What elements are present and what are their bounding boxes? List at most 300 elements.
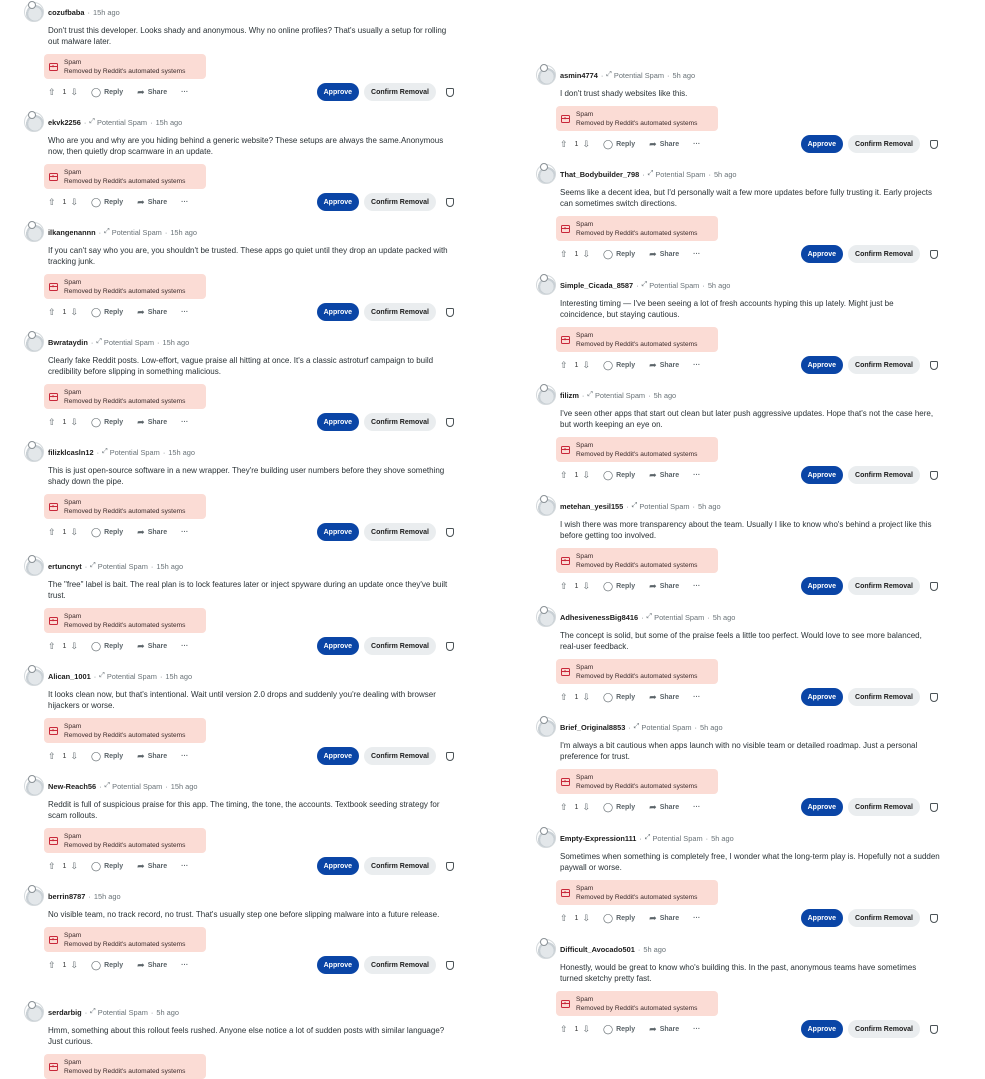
reply-label: Reply (616, 914, 636, 922)
username-link[interactable]: Simple_Cicada_8587 (560, 280, 634, 290)
approve-button[interactable]: Approve (801, 245, 843, 263)
user-avatar-icon[interactable] (536, 607, 556, 627)
confirm-removal-button[interactable]: Confirm Removal (364, 523, 436, 541)
comment-body: Don't trust this developer. Looks shady and anonymous. Why no online profiles? That's usually a setup for rolling out malware later. (48, 26, 447, 46)
share-label: Share (659, 140, 680, 148)
more-button[interactable]: ··· (693, 140, 701, 148)
reply-button[interactable] (603, 139, 635, 150)
reply-button[interactable] (603, 360, 635, 371)
comment (536, 715, 940, 818)
more-button[interactable]: ··· (693, 250, 701, 258)
approve-button[interactable]: Approve (317, 956, 359, 974)
mod-shield-icon[interactable] (446, 752, 454, 761)
removed-icon (561, 889, 570, 897)
share-button[interactable] (649, 581, 679, 592)
mod-shield-icon[interactable] (446, 961, 454, 970)
downvote-icon[interactable]: ⇩ (70, 750, 78, 761)
upvote-icon[interactable]: ⇧ (560, 801, 568, 812)
confirm-removal-button[interactable]: Confirm Removal (848, 466, 920, 484)
removal-notice (44, 164, 206, 189)
reply-button[interactable] (603, 470, 635, 481)
mod-shield-icon[interactable] (930, 140, 938, 149)
user-avatar-icon[interactable] (536, 939, 556, 959)
comment-actions (560, 796, 940, 818)
reply-button[interactable] (603, 692, 635, 703)
share-button[interactable] (137, 641, 167, 652)
username-link[interactable]: asmin4774 (560, 70, 598, 80)
user-avatar-icon[interactable] (536, 828, 556, 848)
confirm-removal-button[interactable]: Confirm Removal (364, 83, 436, 101)
upvote-icon[interactable]: ⇧ (560, 469, 568, 480)
removal-title: Spam (576, 110, 594, 118)
approve-button[interactable]: Approve (317, 857, 359, 875)
mod-shield-icon[interactable] (930, 471, 938, 480)
confirm-removal-button[interactable]: Confirm Removal (364, 857, 436, 875)
reply-icon: ◯ (91, 526, 102, 537)
downvote-icon[interactable]: ⇩ (70, 306, 78, 317)
timestamp[interactable]: 5h ago (707, 280, 731, 290)
downvote-icon[interactable]: ⇩ (582, 359, 590, 370)
user-avatar-icon[interactable] (24, 666, 44, 686)
approve-button[interactable]: Approve (317, 193, 359, 211)
timestamp[interactable]: 15h ago (93, 7, 120, 17)
timestamp[interactable]: 15h ago (156, 561, 184, 571)
username-link[interactable]: New-Reach56 (48, 781, 97, 791)
timestamp[interactable]: 5h ago (700, 722, 723, 732)
share-button[interactable] (649, 470, 679, 481)
approve-button[interactable]: Approve (801, 1020, 843, 1038)
approve-button[interactable]: Approve (801, 909, 843, 927)
username-link[interactable]: berrin8787 (48, 891, 86, 901)
separator: · (648, 390, 651, 400)
timestamp[interactable]: 5h ago (156, 1007, 179, 1017)
timestamp[interactable]: 5h ago (697, 501, 721, 511)
upvote-icon[interactable]: ⇧ (48, 640, 56, 651)
timestamp[interactable]: 5h ago (653, 390, 677, 400)
removal-reason: Removed by Reddit's automated systems (64, 1067, 186, 1075)
share-button[interactable] (137, 527, 167, 538)
vote-count: 1 (574, 140, 579, 148)
comment-header (24, 0, 456, 24)
approve-button[interactable]: Approve (317, 413, 359, 431)
upvote-icon[interactable]: ⇧ (560, 912, 568, 923)
username-link[interactable]: cozufbaba (48, 7, 85, 17)
confirm-removal-button[interactable]: Confirm Removal (848, 356, 920, 374)
downvote-icon[interactable]: ⇩ (582, 138, 590, 149)
upvote-icon[interactable]: ⇧ (560, 359, 568, 370)
username-link[interactable]: Difficult_Avocado501 (560, 944, 635, 954)
confirm-removal-button[interactable]: Confirm Removal (364, 303, 436, 321)
reply-label: Reply (616, 582, 636, 590)
removal-notice (556, 769, 718, 794)
comment-header (536, 826, 940, 850)
separator: · (87, 7, 91, 17)
share-icon: ➦ (137, 196, 145, 207)
mod-shield-icon[interactable] (446, 88, 454, 97)
removal-reason: Removed by Reddit's automated systems (64, 397, 186, 405)
removed-icon (561, 446, 570, 454)
removed-icon (561, 225, 570, 233)
upvote-icon[interactable]: ⇧ (560, 691, 568, 702)
share-button[interactable] (137, 960, 167, 971)
removal-reason: Removed by Reddit's automated systems (64, 621, 186, 629)
upvote-icon[interactable]: ⇧ (560, 1023, 568, 1034)
potential-spam-label: Potential Spam (109, 447, 160, 457)
share-label: Share (147, 418, 168, 426)
comment-body: Seems like a decent idea, but I'd personally wait a few more updates before fully trusting it. Early projects can sometimes switch directions. (560, 188, 932, 208)
removal-reason: Removed by Reddit's automated systems (64, 940, 186, 948)
comment-actions (48, 411, 456, 433)
removal-reason: Removed by Reddit's automated systems (576, 893, 698, 901)
separator: · (150, 1007, 154, 1017)
separator: · (642, 169, 645, 179)
mod-shield-icon[interactable] (446, 528, 454, 537)
username-link[interactable]: Brief_Original8853 (560, 722, 626, 732)
removal-title: Spam (64, 612, 82, 620)
downvote-icon[interactable]: ⇩ (582, 691, 590, 702)
user-avatar-icon[interactable] (536, 496, 556, 516)
more-button[interactable]: ··· (693, 803, 701, 811)
more-button[interactable]: ··· (181, 88, 189, 96)
removed-icon (49, 393, 58, 401)
mod-shield-icon[interactable] (930, 250, 938, 259)
comment-actions (560, 464, 940, 486)
reply-icon: ◯ (91, 196, 102, 207)
share-icon: ➦ (137, 416, 145, 427)
more-button[interactable]: ··· (181, 418, 189, 426)
removal-title: Spam (576, 441, 594, 449)
upvote-icon[interactable]: ⇧ (48, 526, 56, 537)
removed-icon (561, 778, 570, 786)
user-avatar-icon[interactable] (536, 164, 556, 184)
mod-shield-icon[interactable] (446, 418, 454, 427)
confirm-removal-button[interactable]: Confirm Removal (848, 135, 920, 153)
separator: · (84, 1007, 88, 1017)
upvote-icon[interactable]: ⇧ (560, 138, 568, 149)
confirm-removal-button[interactable]: Confirm Removal (364, 956, 436, 974)
separator: · (88, 891, 91, 901)
comment-actions (48, 855, 456, 877)
confirm-removal-button[interactable]: Confirm Removal (848, 245, 920, 263)
reply-icon: ◯ (603, 1023, 614, 1034)
more-button[interactable]: ··· (181, 862, 189, 870)
confirm-removal-button[interactable]: Confirm Removal (848, 909, 920, 927)
mod-shield-icon[interactable] (930, 582, 938, 591)
share-button[interactable] (649, 1024, 679, 1035)
potential-spam-icon: ⤢ (102, 448, 108, 455)
username-link[interactable]: filizm (560, 390, 579, 400)
more-button[interactable]: ··· (693, 582, 701, 590)
downvote-icon[interactable]: ⇩ (582, 248, 590, 259)
confirm-removal-button[interactable]: Confirm Removal (364, 413, 436, 431)
timestamp[interactable]: 15h ago (165, 671, 193, 681)
downvote-icon[interactable]: ⇩ (582, 801, 590, 812)
user-avatar-icon[interactable] (24, 556, 44, 576)
mod-shield-icon[interactable] (930, 803, 938, 812)
more-button[interactable]: ··· (181, 528, 189, 536)
potential-spam-icon: ⤢ (96, 338, 102, 345)
user-avatar-icon[interactable] (24, 1002, 44, 1022)
removal-title: Spam (64, 498, 82, 506)
user-avatar-icon[interactable] (536, 275, 556, 295)
username-link[interactable]: That_Bodybuilder_798 (560, 169, 640, 179)
timestamp[interactable]: 15h ago (162, 337, 190, 347)
reply-label: Reply (104, 198, 124, 206)
separator: · (641, 612, 644, 622)
share-button[interactable] (649, 692, 679, 703)
timestamp[interactable]: 5h ago (712, 612, 736, 622)
mod-shield-icon[interactable] (446, 308, 454, 317)
more-button[interactable]: ··· (181, 198, 189, 206)
username-link[interactable]: Empty-Expression111 (560, 833, 637, 843)
reply-button[interactable] (91, 417, 123, 428)
downvote-icon[interactable]: ⇩ (70, 860, 78, 871)
confirm-removal-button[interactable]: Confirm Removal (364, 193, 436, 211)
username-link[interactable]: Alican_1001 (48, 671, 91, 681)
username-link[interactable]: ilkangenannn (48, 227, 96, 237)
share-button[interactable] (649, 139, 679, 150)
more-button[interactable]: ··· (693, 693, 701, 701)
vote-count: 1 (62, 528, 67, 536)
approve-button[interactable]: Approve (317, 83, 359, 101)
mod-shield-icon[interactable] (446, 198, 454, 207)
separator: · (157, 337, 160, 347)
vote-count: 1 (62, 198, 67, 206)
share-label: Share (659, 914, 680, 922)
mod-shield-icon[interactable] (930, 693, 938, 702)
removal-title: Spam (576, 884, 594, 892)
removal-reason: Removed by Reddit's automated systems (64, 287, 186, 295)
more-button[interactable]: ··· (693, 361, 701, 369)
user-avatar-icon[interactable] (536, 65, 556, 85)
separator: · (162, 447, 166, 457)
downvote-icon[interactable]: ⇩ (582, 580, 590, 591)
approve-button[interactable]: Approve (317, 637, 359, 655)
share-button[interactable] (649, 249, 679, 260)
comment-header (24, 220, 456, 244)
more-button[interactable]: ··· (181, 308, 189, 316)
user-avatar-icon[interactable] (24, 2, 44, 22)
comment-header (536, 273, 940, 297)
downvote-icon[interactable]: ⇩ (70, 526, 78, 537)
upvote-icon[interactable]: ⇧ (560, 580, 568, 591)
upvote-icon[interactable]: ⇧ (48, 750, 56, 761)
share-icon: ➦ (137, 860, 145, 871)
potential-spam-icon: ⤢ (90, 562, 96, 569)
comment-header (536, 63, 940, 87)
mod-shield-icon[interactable] (446, 862, 454, 871)
separator: · (626, 501, 629, 511)
approve-button[interactable]: Approve (317, 747, 359, 765)
comment (24, 330, 456, 433)
reply-button[interactable] (603, 802, 635, 813)
share-icon: ➦ (649, 912, 657, 923)
user-avatar-icon[interactable] (24, 332, 44, 352)
username-link[interactable]: metehan_yesil155 (560, 501, 624, 511)
more-button[interactable]: ··· (181, 752, 189, 760)
confirm-removal-button[interactable]: Confirm Removal (364, 747, 436, 765)
mod-shield-icon[interactable] (930, 1025, 938, 1034)
reply-button[interactable] (91, 197, 123, 208)
downvote-icon[interactable]: ⇩ (70, 959, 78, 970)
upvote-icon[interactable]: ⇧ (48, 860, 56, 871)
confirm-removal-button[interactable]: Confirm Removal (848, 1020, 920, 1038)
timestamp[interactable]: 5h ago (711, 833, 734, 843)
share-button[interactable] (137, 307, 167, 318)
timestamp[interactable]: 15h ago (170, 781, 198, 791)
removal-title: Spam (576, 220, 594, 228)
username-link[interactable]: AdhesivenessBig8416 (560, 612, 639, 622)
approve-button[interactable]: Approve (801, 688, 843, 706)
reply-button[interactable] (91, 527, 123, 538)
confirm-removal-button[interactable]: Confirm Removal (848, 798, 920, 816)
reply-button[interactable] (91, 87, 123, 98)
reply-button[interactable] (91, 307, 123, 318)
vote-count: 1 (574, 1025, 579, 1033)
comment (24, 884, 456, 976)
mod-shield-icon[interactable] (446, 642, 454, 651)
timestamp[interactable]: 15h ago (155, 117, 183, 127)
approve-button[interactable]: Approve (801, 135, 843, 153)
approve-button[interactable]: Approve (801, 466, 843, 484)
share-button[interactable] (137, 417, 167, 428)
downvote-icon[interactable]: ⇩ (70, 196, 78, 207)
timestamp[interactable]: 15h ago (168, 447, 195, 457)
removal-notice (44, 718, 206, 743)
user-avatar-icon[interactable] (24, 776, 44, 796)
approve-button[interactable]: Approve (801, 577, 843, 595)
separator: · (581, 390, 585, 400)
downvote-icon[interactable]: ⇩ (582, 469, 590, 480)
reply-label: Reply (104, 642, 124, 650)
username-link[interactable]: filizklcasln12 (48, 447, 94, 457)
separator: · (90, 337, 94, 347)
comment-actions (560, 907, 940, 929)
user-avatar-icon[interactable] (24, 112, 44, 132)
timestamp[interactable]: 5h ago (713, 169, 737, 179)
more-button[interactable]: ··· (693, 1025, 701, 1033)
reply-button[interactable] (603, 581, 635, 592)
downvote-icon[interactable]: ⇩ (70, 640, 78, 651)
user-avatar-icon[interactable] (24, 442, 44, 462)
vote-count: 1 (574, 582, 579, 590)
share-button[interactable] (137, 87, 167, 98)
mod-shield-icon[interactable] (930, 361, 938, 370)
username-link[interactable]: Bwrataydin (48, 337, 88, 347)
share-button[interactable] (649, 802, 679, 813)
reply-button[interactable] (91, 861, 123, 872)
username-link[interactable]: serdarbig (48, 1007, 82, 1017)
confirm-removal-button[interactable]: Confirm Removal (848, 577, 920, 595)
share-icon: ➦ (137, 959, 145, 970)
comment-header (24, 110, 456, 134)
removal-notice (44, 494, 206, 519)
share-button[interactable] (649, 360, 679, 371)
reply-button[interactable] (603, 249, 635, 260)
reply-button[interactable] (603, 1024, 635, 1035)
more-button[interactable]: ··· (181, 642, 189, 650)
share-button[interactable] (137, 197, 167, 208)
upvote-icon[interactable]: ⇧ (560, 248, 568, 259)
comment-actions (48, 521, 456, 543)
mod-shield-icon[interactable] (930, 914, 938, 923)
share-icon: ➦ (137, 306, 145, 317)
share-icon: ➦ (649, 359, 657, 370)
share-icon: ➦ (137, 750, 145, 761)
approve-button[interactable]: Approve (801, 798, 843, 816)
vote-count: 1 (62, 642, 67, 650)
approve-button[interactable]: Approve (317, 523, 359, 541)
reply-button[interactable] (91, 751, 123, 762)
removal-notice (44, 384, 206, 409)
removed-icon (49, 837, 58, 845)
downvote-icon[interactable]: ⇩ (582, 1023, 590, 1034)
upvote-icon[interactable]: ⇧ (48, 306, 56, 317)
upvote-icon[interactable]: ⇧ (48, 416, 56, 427)
reply-button[interactable] (91, 641, 123, 652)
more-button[interactable]: ··· (181, 961, 189, 969)
user-avatar-icon[interactable] (24, 886, 44, 906)
vote-count: 1 (62, 308, 67, 316)
user-avatar-icon[interactable] (536, 717, 556, 737)
comment-actions (48, 81, 456, 103)
approve-button[interactable]: Approve (317, 303, 359, 321)
potential-spam-label: Potential Spam (649, 280, 700, 290)
potential-spam-icon: ⤢ (633, 723, 640, 730)
potential-spam-label: Potential Spam (654, 612, 705, 622)
potential-spam-label: Potential Spam (103, 337, 155, 347)
removal-reason: Removed by Reddit's automated systems (64, 177, 186, 185)
downvote-icon[interactable]: ⇩ (70, 86, 78, 97)
confirm-removal-button[interactable]: Confirm Removal (848, 688, 920, 706)
removal-notice (556, 106, 718, 131)
username-link[interactable]: ekvk2256 (48, 117, 81, 127)
timestamp[interactable]: 5h ago (672, 70, 696, 80)
removal-notice (44, 1054, 206, 1079)
confirm-removal-button[interactable]: Confirm Removal (364, 637, 436, 655)
share-button[interactable] (649, 913, 679, 924)
timestamp[interactable]: 5h ago (643, 944, 666, 954)
downvote-icon[interactable]: ⇩ (582, 912, 590, 923)
reply-icon: ◯ (91, 306, 102, 317)
approve-button[interactable]: Approve (801, 356, 843, 374)
comment-header (536, 605, 940, 629)
removal-reason: Removed by Reddit's automated systems (576, 1004, 698, 1012)
more-button[interactable]: ··· (693, 471, 701, 479)
upvote-icon[interactable]: ⇧ (48, 959, 56, 970)
share-icon: ➦ (137, 526, 145, 537)
user-avatar-icon[interactable] (24, 222, 44, 242)
username-link[interactable]: ertuncnyt (48, 561, 82, 571)
share-button[interactable] (137, 751, 167, 762)
upvote-icon[interactable]: ⇧ (48, 196, 56, 207)
timestamp[interactable]: 15h ago (93, 891, 121, 901)
upvote-icon[interactable]: ⇧ (48, 86, 56, 97)
removal-notice (556, 437, 718, 462)
user-avatar-icon[interactable] (536, 385, 556, 405)
reply-button[interactable] (603, 913, 635, 924)
downvote-icon[interactable]: ⇩ (70, 416, 78, 427)
reply-button[interactable] (91, 960, 123, 971)
comment-actions (560, 686, 940, 708)
timestamp[interactable]: 15h ago (170, 227, 198, 237)
removed-icon (49, 63, 58, 71)
share-label: Share (659, 693, 680, 701)
comment-header (24, 774, 456, 798)
more-button[interactable]: ··· (693, 914, 701, 922)
share-button[interactable] (137, 861, 167, 872)
separator: · (96, 447, 100, 457)
